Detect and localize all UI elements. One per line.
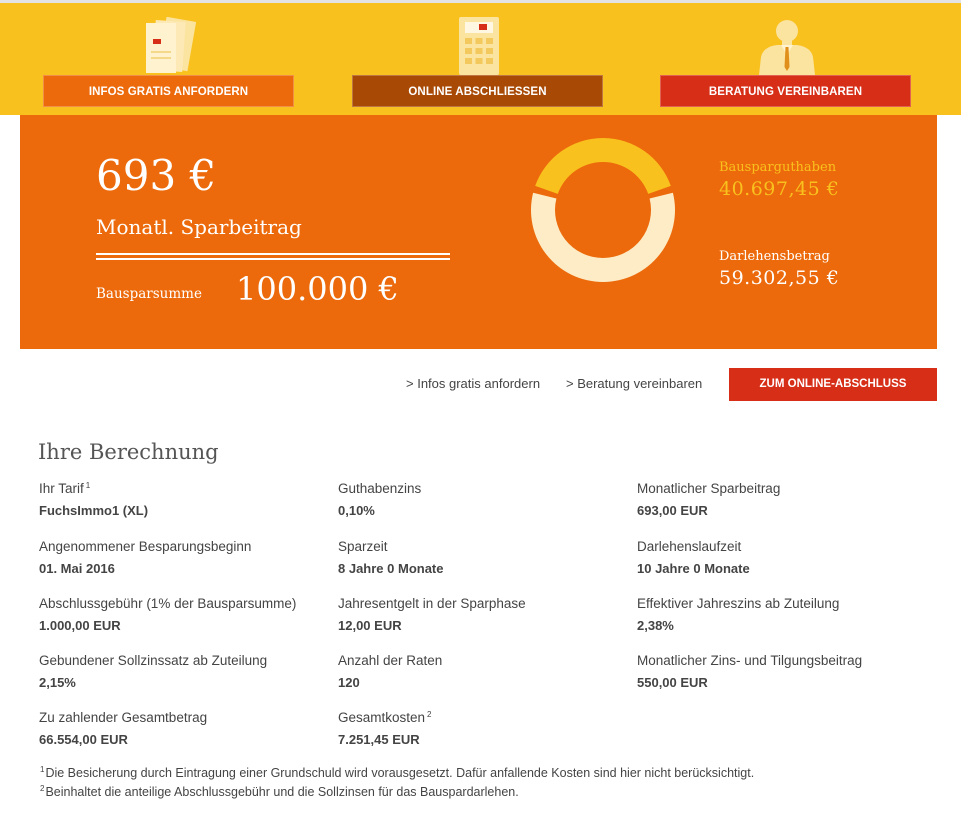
footnote-marker: 1: [85, 480, 91, 490]
field-value: 693,00 EUR: [637, 503, 708, 518]
field-label: [338, 710, 432, 725]
field-value: 550,00 EUR: [637, 675, 708, 690]
legend-value-bausparguthaben: 40.697,45 €: [719, 178, 840, 200]
monthly-amount: 693 €: [96, 151, 217, 200]
field-value: 2,15%: [39, 675, 76, 690]
legend-label-bausparguthaben: Bausparguthaben: [719, 160, 837, 175]
field-label-text: Guthabenzins: [338, 481, 422, 496]
field-label: [637, 481, 780, 496]
footnote-text: Die Besicherung durch Eintragung einer Grundschuld wird vorausgesetzt. Dafür anfallende Kosten sind hier nicht berücksichtigt.: [45, 766, 755, 780]
field-label: [338, 481, 421, 496]
field-label: [39, 596, 296, 611]
field-label: [338, 596, 526, 611]
field-value: 120: [338, 675, 360, 690]
documents-icon: [140, 17, 200, 75]
nav-beratung-button[interactable]: BERATUNG VEREINBAREN: [660, 75, 911, 107]
field-label-text: Gebundener Sollzinssatz ab Zuteilung: [39, 653, 268, 668]
nav-infos-button[interactable]: INFOS GRATIS ANFORDERN: [43, 75, 294, 107]
field-label: [637, 539, 741, 554]
field-value: 0,10%: [338, 503, 375, 518]
field-label: [39, 710, 207, 725]
footnote-text: Beinhaltet die anteilige Abschlussgebühr und die Sollzinsen für das Bauspardarlehen.: [45, 785, 519, 799]
field-label: [637, 596, 839, 611]
savings-summary-panel: [20, 115, 937, 349]
advisor-icon: [757, 17, 817, 75]
field-label: [338, 539, 388, 554]
monthly-amount-label: Monatl. Sparbeitrag: [96, 215, 302, 239]
field-label: [39, 481, 90, 496]
field-value: 8 Jahre 0 Monate: [338, 561, 444, 576]
field-label-text: Sparzeit: [338, 539, 388, 554]
footnote-marker: 2: [427, 709, 432, 719]
footnote-2: [40, 785, 519, 799]
field-value: FuchsImmo1 (XL): [39, 503, 149, 518]
divider: [96, 258, 450, 260]
divider: [96, 253, 450, 255]
bausparsumme-label: Bausparsumme: [96, 286, 202, 302]
nav-online-button[interactable]: ONLINE ABSCHLIESSEN: [352, 75, 603, 107]
field-label-text: Gesamtkosten: [338, 710, 426, 725]
top-navigation-band: [0, 0, 961, 115]
calculator-icon: [449, 17, 509, 75]
field-label-text: Angenommener Besparungsbeginn: [39, 539, 252, 554]
field-value: 12,00 EUR: [338, 618, 402, 633]
legend-label-darlehensbetrag: Darlehensbetrag: [719, 249, 830, 264]
field-label-text: Monatlicher Sparbeitrag: [637, 481, 781, 496]
legend-value-darlehensbetrag: 59.302,55 €: [719, 267, 840, 289]
field-label-text: Zu zahlender Gesamtbetrag: [39, 710, 208, 725]
field-label-text: Monatlicher Zins- und Tilgungsbeitrag: [637, 653, 863, 668]
field-value: 7.251,45 EUR: [338, 732, 420, 747]
donut-segment-darlehensbetrag: [531, 193, 675, 282]
bausparsumme-value: 100.000 €: [236, 270, 399, 308]
field-label: [39, 653, 267, 668]
field-label: [39, 539, 251, 554]
field-label-text: Anzahl der Raten: [338, 653, 443, 668]
infos-link[interactable]: > Infos gratis anfordern: [406, 376, 541, 391]
field-value: 66.554,00 EUR: [39, 732, 128, 747]
field-label-text: Ihr Tarif: [39, 481, 84, 496]
field-label: [637, 653, 862, 668]
footnote-marker: 1: [40, 764, 45, 774]
field-value: 2,38%: [637, 618, 674, 633]
beratung-link[interactable]: > Beratung vereinbaren: [566, 376, 703, 391]
field-label-text: Effektiver Jahreszins ab Zuteilung: [637, 596, 840, 611]
allocation-donut-chart: [530, 137, 676, 283]
field-label-text: Jahresentgelt in der Sparphase: [338, 596, 526, 611]
footnote-1: [40, 766, 754, 780]
field-value: 10 Jahre 0 Monate: [637, 561, 750, 576]
calculation-heading: Ihre Berechnung: [38, 440, 219, 464]
online-abschluss-button[interactable]: ZUM ONLINE-ABSCHLUSS: [729, 368, 937, 401]
field-label: [338, 653, 442, 668]
field-label-text: Abschlussgebühr (1% der Bausparsumme): [39, 596, 297, 611]
field-label-text: Darlehenslaufzeit: [637, 539, 742, 554]
footnote-marker: 2: [40, 783, 45, 793]
field-value: 01. Mai 2016: [39, 561, 115, 576]
field-value: 1.000,00 EUR: [39, 618, 121, 633]
donut-segment-bausparguthaben: [535, 138, 671, 194]
